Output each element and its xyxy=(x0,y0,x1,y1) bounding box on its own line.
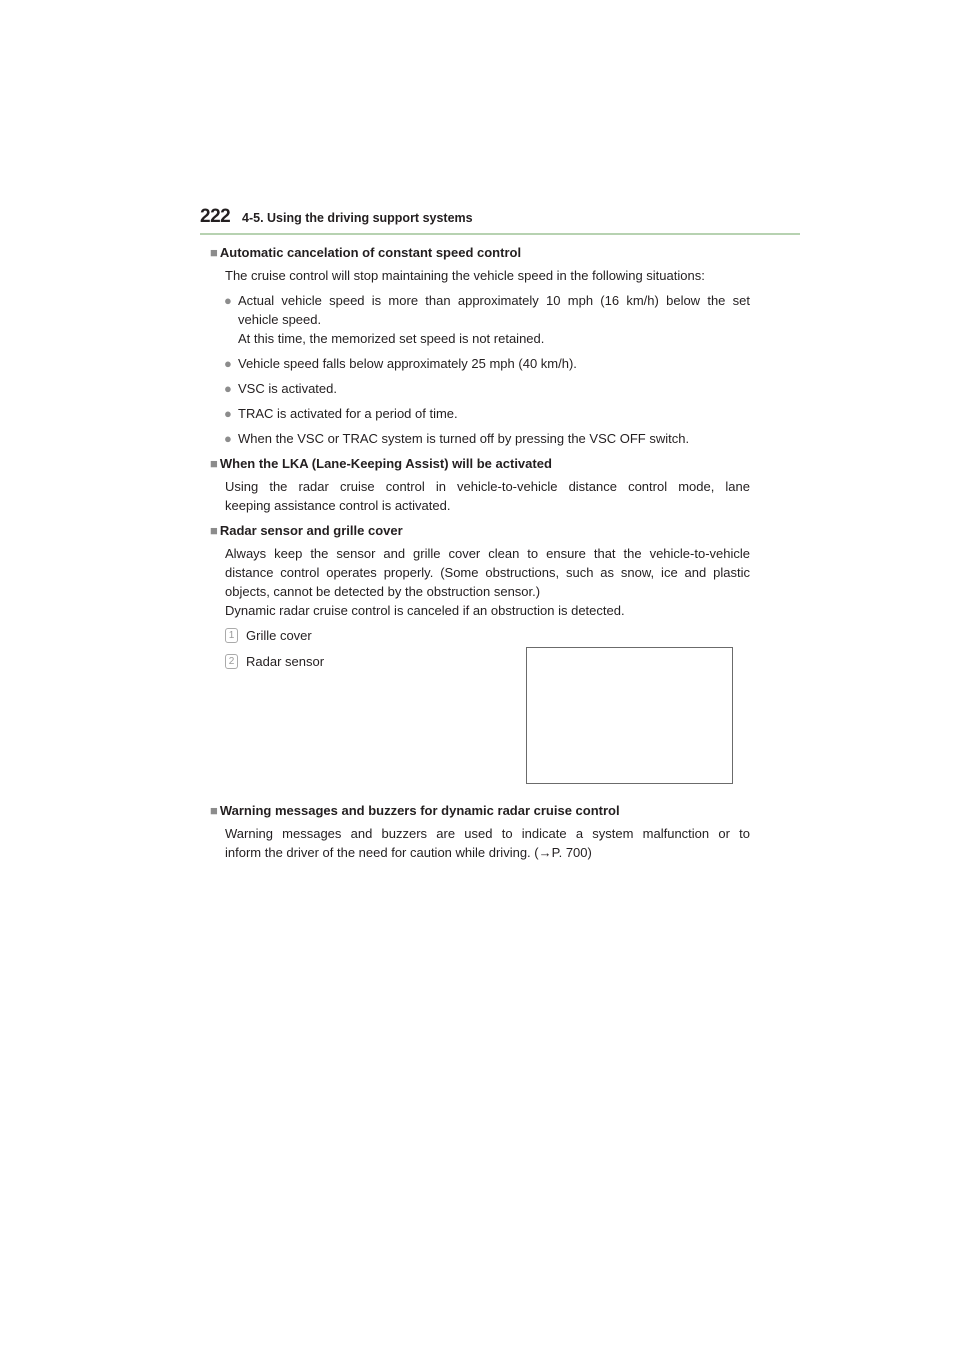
section-title: 4-5. Using the driving support systems xyxy=(242,211,473,225)
bullet-icon: ● xyxy=(224,406,232,421)
callout-number: 2 xyxy=(225,654,238,669)
heading-radar-sensor: ■ Radar sensor and grille cover xyxy=(210,523,403,538)
square-icon: ■ xyxy=(210,523,218,538)
bullet-icon: ● xyxy=(224,431,232,446)
radar-sensor-text: Always keep the sensor and grille cover clean to ensure that the vehicle-to-vehicle distance control operates properly. (Some obstructions, such as snow, ice and plastic objects, cannot be detected by the obstruction sensor.) Dynamic radar cruise control is canceled if an obstruction is detected. xyxy=(225,546,750,618)
callout-label: Radar sensor xyxy=(246,654,325,669)
lower-content xyxy=(210,801,750,862)
lka-text: Using the radar cruise control in vehicle-to-vehicle distance control mode, lane keeping assistance control is activated. xyxy=(225,479,750,513)
bullet-item: ● VSC is activated. xyxy=(224,381,337,396)
callout-number: 1 xyxy=(225,628,238,643)
bullet-icon: ● xyxy=(224,293,232,308)
callout-label: Grille cover xyxy=(246,628,312,643)
header-rule xyxy=(200,233,800,235)
heading-auto-cancel: ■ Automatic cancelation of constant speed control xyxy=(210,245,522,260)
auto-cancel-intro: The cruise control will stop maintaining the vehicle speed in the following situations: xyxy=(225,268,705,283)
bullet-item: ● When the VSC or TRAC system is turned off by pressing the VSC OFF switch. xyxy=(224,431,690,446)
heading-warning-messages: ■ Warning messages and buzzers for dynamic radar cruise control xyxy=(210,803,620,818)
bullet-icon: ● xyxy=(224,356,232,371)
bullet-item: ● Vehicle speed falls below approximately 25 mph (40 km/h). xyxy=(224,356,577,371)
radar-sensor-figure xyxy=(526,647,733,784)
bullet-item: ● Actual vehicle speed is more than approximately 10 mph (16 km/h) below the set vehicle speed. At this time, the memorized set speed is not retained. xyxy=(224,293,750,346)
square-icon: ■ xyxy=(210,456,218,471)
bullet-item: ● TRAC is activated for a period of time. xyxy=(224,406,458,421)
page-number: 222 xyxy=(200,206,231,227)
square-icon: ■ xyxy=(210,803,218,818)
square-icon: ■ xyxy=(210,245,218,260)
heading-lka: ■ When the LKA (Lane-Keeping Assist) will be activated xyxy=(210,456,552,471)
main-content xyxy=(210,243,750,678)
page-header xyxy=(200,206,800,232)
warning-messages-text: Warning messages and buzzers are used to indicate a system malfunction or to inform the driver of the need for caution while driving. (→P. 700) xyxy=(225,826,750,860)
bullet-icon: ● xyxy=(224,381,232,396)
